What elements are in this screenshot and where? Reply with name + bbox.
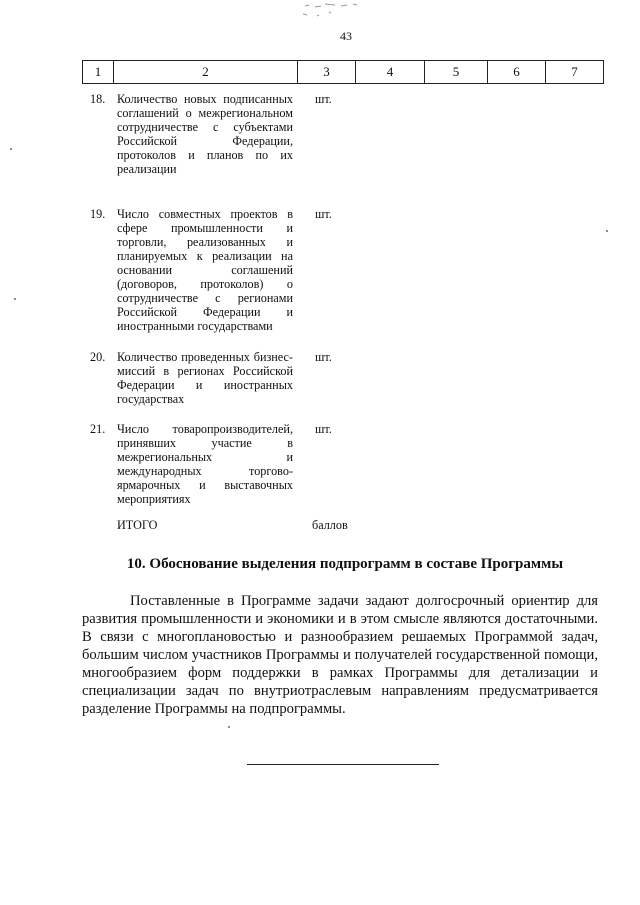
row-number: 20. [90,350,106,364]
row-unit: шт. [315,207,332,221]
total-label: ИТОГО [117,518,158,532]
column-header-table [82,60,604,84]
row-description: Число товаропроизводителей, принявших участие в межрегиональных и международных торгово-ярмарочных и выставочных мероприятиях [117,422,293,506]
column-header-1: 1 [83,61,114,84]
column-header-4: 4 [356,61,425,84]
body-paragraph: Поставленные в Программе задачи задают долгосрочный ориентир для развития промышленности и экономики и в этом смысле являются достаточными. В связи с многоплановостью и разнообразием решаемых Программой задач, большим числом участников Программы и получателей государственной помощи, многообразием форм поддержки в рамках Программы для детализации и специализации задач по внутриотраслевым направлениям предусматривается разделение Программы на подпрограммы. [82,593,598,717]
row-number: 18. [90,92,106,106]
scan-speck [10,148,12,150]
column-header-3: 3 [298,61,356,84]
section-title: 10. Обоснование выделения подпрограмм в составе Программы [126,556,564,572]
scan-speck [606,230,608,232]
row-description: Число совместных проектов в сфере промышленности и торговли, реализованных и планируемых к реализации на основании соглашений (договоров, протоколов) о сотрудничестве с регионами Российской Федерации и иностранными государствами [117,207,293,333]
row-description: Количество проведенных бизнес-миссий в регионах Российской Федерации и иностранных государствах [117,350,293,406]
row-number: 21. [90,422,106,436]
scan-speck [14,298,16,300]
column-header-5: 5 [425,61,488,84]
page-number: 43 [340,29,352,43]
row-unit: шт. [315,92,332,106]
scan-artifact [295,0,385,22]
column-header-2: 2 [114,61,298,84]
row-number: 19. [90,207,106,221]
row-description: Количество новых подписанных соглашений о межрегиональном сотрудничестве с субъектами Российской Федерации, протоколов и планов по их реализации [117,92,293,176]
scan-speck [228,726,230,728]
row-unit: шт. [315,422,332,436]
closing-rule [247,764,439,765]
column-header-7: 7 [546,61,604,84]
total-unit: баллов [312,518,348,532]
column-header-6: 6 [488,61,546,84]
row-unit: шт. [315,350,332,364]
column-header-row [83,61,604,84]
